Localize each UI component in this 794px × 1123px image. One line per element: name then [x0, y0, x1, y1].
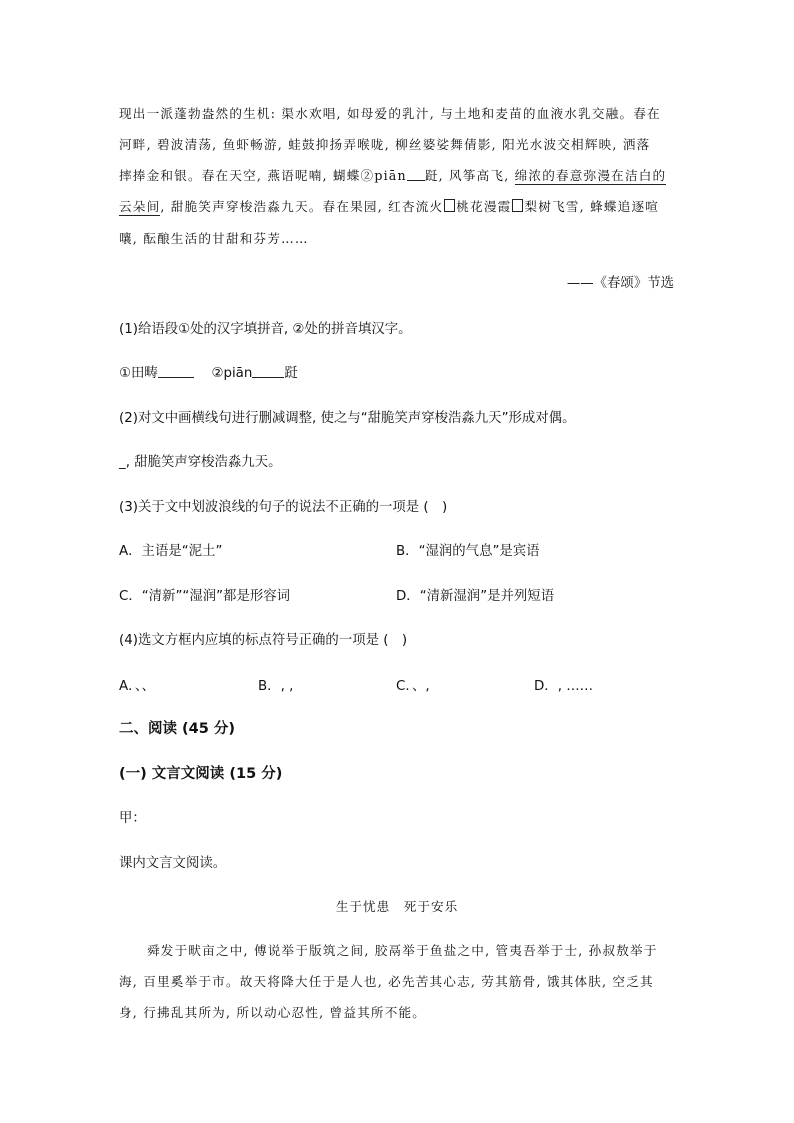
punctuation-box-2	[512, 199, 523, 212]
question-4-option-b: B．, ,	[258, 679, 294, 694]
question-1-answer: ①田畴 ②piān 跹	[119, 366, 298, 381]
pinyin-blank: piān	[374, 168, 407, 183]
fill-blank	[407, 180, 425, 181]
classical-line-2: 海, 百里奚举于市。故天将降大任于是人也, 必先苦其心志, 劳其筋骨, 饿其体肤, 空乏其	[119, 974, 654, 989]
passage-line-1: 现出一派蓬勃盎然的生机: 渠水欢唱, 如母爱的乳汁, 与土地和麦苗的血液水乳交融。春在	[119, 106, 661, 121]
question-3-option-d: D．“清新湿润”是并列短语	[396, 589, 555, 604]
question-3: (3)关于文中划波浪线的句子的说法不正确的一项是 ( )	[119, 500, 448, 515]
answer-blank	[158, 377, 194, 378]
section-title: 二、阅读 (45 分)	[119, 721, 236, 737]
classical-line-1: 舜发于畎亩之中, 傅说举于版筑之间, 胶鬲举于鱼盐之中, 管夷吾举于士, 孙叔敖举于	[147, 943, 658, 958]
classical-line-3: 身, 行拂乱其所为, 所以动心忍性, 曾益其所不能。	[119, 1005, 427, 1020]
punctuation-box-1	[444, 199, 455, 212]
question-2-answer: _, 甜脆笑声穿梭浩淼九天。	[119, 455, 282, 470]
question-4: (4)选文方框内应填的标点符号正确的一项是 ( )	[119, 633, 408, 648]
answer-blank	[252, 377, 284, 378]
label-jia: 甲：	[119, 811, 146, 826]
question-4-option-d: D．, ……	[534, 679, 593, 694]
passage-line-2: 河畔, 碧波清荡, 鱼虾畅游, 蛙鼓抑扬弄喉咙, 柳丝婆娑舞倩影, 阳光水波交相辉映, 洒落	[119, 137, 651, 152]
underlined-sentence-part-2: 云朵间	[119, 199, 161, 214]
underlined-sentence-part-1: 绵浓的春意弥漫在洁白的	[514, 168, 667, 183]
passage-line-4: 云朵间, 甜脆笑声穿梭浩淼九天。春在果园, 红杏流火 桃花漫霞 梨树飞雪, 蜂蝶追逐喧	[119, 199, 660, 214]
section-intro: 课内文言文阅读。	[119, 856, 227, 871]
question-3-option-b: B．“湿润的气息”是宾语	[396, 544, 540, 559]
subsection-title: (一) 文言文阅读 (15 分)	[119, 766, 283, 782]
passage-line-3: 摔捧金和银。春在天空, 燕语呢喃, 蝴蝶②piān 跹, 风筝高飞, 绵浓的春意弥漫在洁白的	[119, 168, 667, 183]
question-3-option-c: C．“清新”“湿润”都是形容词	[119, 589, 291, 604]
passage-line-5: 嚷, 酝酿生活的甘甜和芬芳……	[119, 231, 309, 246]
classical-title: 生于忧患 死于安乐	[335, 899, 459, 914]
question-1: (1)给语段①处的汉字填拼音, ②处的拼音填汉字。	[119, 322, 412, 337]
question-4-option-a: A．、、	[119, 679, 155, 694]
passage-source: ——《春颂》节选	[566, 276, 674, 291]
question-4-option-c: C．、,	[396, 679, 430, 694]
question-3-option-a: A．主语是“泥土”	[119, 544, 223, 559]
question-2: (2)对文中画横线句进行删减调整, 使之与“甜脆笑声穿梭浩淼九天”形成对偶。	[119, 411, 576, 426]
